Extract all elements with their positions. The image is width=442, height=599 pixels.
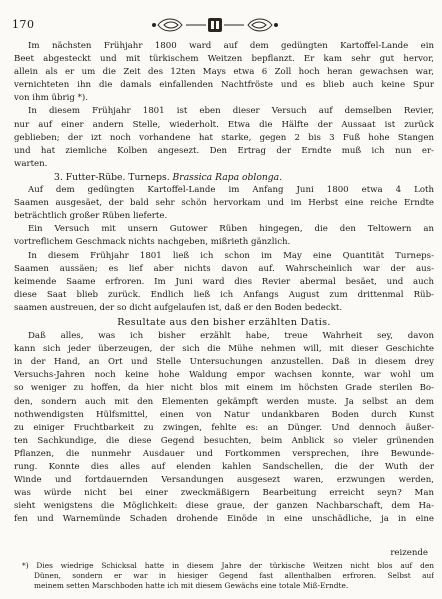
section-latin-name: Brassica Rapa oblonga. [172,171,283,183]
text-line: Saamen ausgesäet, der bald sehr schön hervorkam und im Herbst eine reiche Erndte [14,198,434,209]
text-line: und hat ziemliche Kolben angesezt. Den Ertrag der Erndte muß ich nun er- [14,145,434,156]
page-number: 170 [12,18,35,31]
text-line: In diesem Frühjahr 1801 ist eben dieser Versuch auf demselben Revier, [28,106,434,117]
text-line: Winde und fortdauernden Versandungen ausgesezt waren, erzwungen werden, [14,475,434,486]
text-line: keimende Saame erfroren. Im Juni ward dies Revier abermal besäet, und auch [14,276,434,287]
text-line: Saamen aussäen; es lief aber nichts davon auf. Wahrscheinlich war der aus- [14,263,434,274]
text-line: so weniger zu hoffen, da hier nicht blos mit einem im höchsten Grade sterilen Bo- [14,383,434,394]
section-number: 3. [54,171,63,183]
text-line: Auf dem gedüngten Kartoffel-Lande im Anfang Juni 1800 etwa 4 Loth [28,185,434,196]
text-line: in der Hand, an Ort und Stelle Untersuchungen anzustellen. Daß in diesem drey [14,357,434,368]
text-line: vernichteten ihn die damals einfallenden Nachtfröste und es blieb auch keine Spur [14,80,434,91]
text-line: zu einiger Fruchtbarkeit zu zwingen, fehlte es: an Dünger. Und dennoch äußer- [14,422,434,433]
decorative-header-ornament-icon [150,14,280,36]
text-line: Beet abgesteckt und mit türkischem Weitzen bepflanzt. Er kam sehr gut hervor, [14,54,434,65]
footnote-line: *) Dies wiedrige Schicksal hatte in diesem Jahre der türkische Weitzen nicht blos auf den [22,561,434,570]
text-line: was würde nicht bei einer zweckmäßigern Bearbeitung erreicht seyn? Man [14,488,434,499]
text-line: nur auf einer andern Stelle, wiederholt. Etwa die Hälfte der Aussaat ist zurück [14,119,434,130]
text-line: In diesem Frühjahr 1801 ließ ich schon im May eine Quantität Turneps- [28,250,434,261]
footnote-line: meinem setten Marschboden hatte ich mit diesem Gewächs eine totale Miß-Erndte. [34,581,349,591]
text-line: nothwendigsten Hülfsmittel, einen von Natur undankbaren Boden durch Kunst [14,409,434,420]
catchword: reizende [390,548,428,558]
text-line: fen und Warnemünde Schaden drohende Einöde in eine unschädliche, ja in eine [14,514,434,525]
footnote [14,561,434,592]
text-line: von ihm übrig *). [14,93,88,104]
section-english-name: Turneps. [128,171,170,183]
section-heading [14,171,434,184]
text-line: sieht wenigstens die Möglichkeit: diese graue, der ganzen Nachbarschaft, dem Ha- [14,501,434,512]
text-line: Daß alles, was ich bisher erzählt habe, treue Wahrheit sey, davon [28,331,434,342]
text-line: Versuchs-Jahren noch keine hohe Waldung empor wachsen konnte, war wohl um [14,370,434,381]
footnote-line: Dünen, sondern er war in hiesiger Gegend fast allenthalben erfroren. Selbst auf [34,571,434,581]
text-line: warten. [14,158,48,169]
text-line: rung. Konnte dies alles auf elenden kahlen Sandschellen, die der Wuth der [14,462,434,472]
text-line: allein als er um die Zeit des 12ten Mays etwa 6 Zoll hoch heran gewachsen war, [14,67,434,78]
results-heading: Resultate aus den bisher erzählten Datis. [117,316,331,328]
text-line: saamen austreuen, der so dicht aufgelaufen ist, daß er den Boden bedeckt. [14,302,343,313]
section-title: Futter-Rübe. [65,171,126,183]
text-line: diese Saat blieb zurück. Endlich ließ ich Anfangs August zum drittenmal Rüb- [14,289,434,300]
text-line: den, sondern auch mit den Elementen gekämpft werden muste. Ja selbst an dem [14,396,434,407]
text-line: kann sich jeder überzeugen, der sich die Mühe nehmen will, mit dieser Geschichte [14,344,434,355]
text-line: Pflanzen, die nunmehr Ausdauer und Fortkommen versprechen, ihre Bewunde- [14,448,434,459]
body-text [14,40,434,526]
text-line: Im nächsten Frühjahr 1800 ward auf dem gedüngten Kartoffel-Lande ein [28,41,434,51]
text-line: beträchtlich großer Rüben lieferte. [14,211,168,222]
text-line: ten Sachkundige, die diese Gegend besuchten, beim Anblick so vieler grünenden [14,435,434,446]
text-line: Ein Versuch mit unsern Gutower Rüben hingegen, die den Teltowern an [28,224,434,235]
text-line: vortreflichem Geschmack nichts nachgeben, mißrieth gänzlich. [14,237,291,248]
text-line: geblieben; der izt noch vorhandene hat starke, gegen 2 bis 3 Fuß hohe Stangen [14,132,434,143]
